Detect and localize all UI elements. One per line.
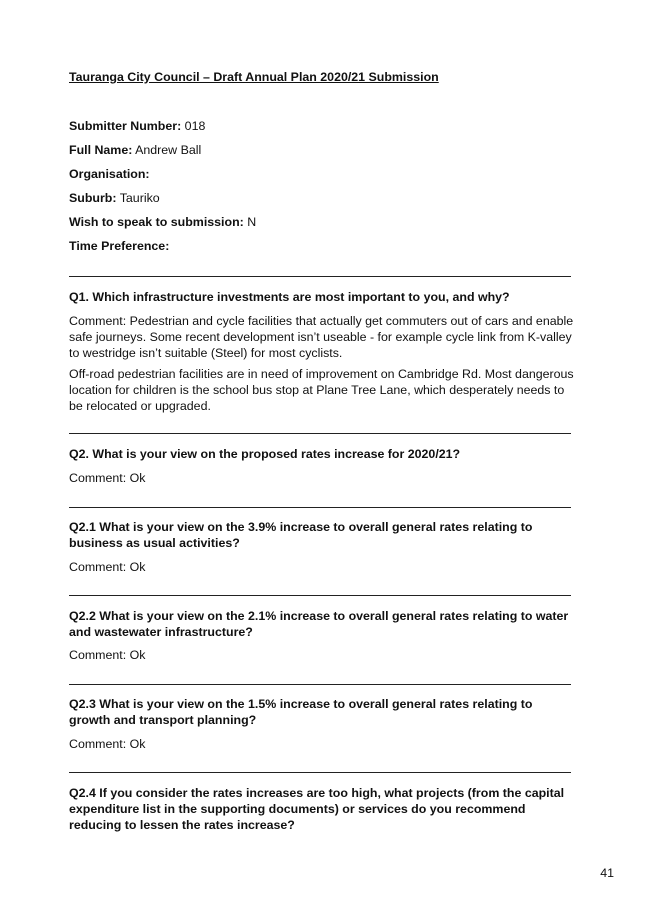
organisation-label: Organisation: — [69, 167, 150, 181]
section-divider — [69, 772, 571, 773]
time-preference-label: Time Preference: — [69, 239, 170, 253]
full-name-label: Full Name: — [69, 143, 133, 157]
section-divider — [69, 433, 571, 434]
question-q1: Q1. Which infrastructure investments are most important to you, and why? — [69, 290, 510, 304]
time-preference-line — [69, 238, 169, 254]
comment-q2-3: Comment: Ok — [69, 737, 146, 751]
suburb-label: Suburb: — [69, 191, 117, 205]
wish-to-speak-value: N — [247, 215, 257, 229]
suburb-value: Tauriko — [119, 191, 160, 205]
full-name-value: Andrew Ball — [135, 143, 202, 157]
submitter-number-value: 018 — [184, 119, 206, 133]
question-q2: Q2. What is your view on the proposed rates increase for 2020/21? — [69, 447, 461, 461]
question-q2-2: Q2.2 What is your view on the 2.1% increase to overall general rates relating to water and wastewater infrastructure? — [69, 609, 569, 639]
section-divider — [69, 507, 571, 508]
wish-to-speak-label: Wish to speak to submission: — [69, 215, 244, 229]
page-number: 41 — [600, 866, 614, 880]
submitter-number-line — [69, 118, 205, 134]
question-q2-1: Q2.1 What is your view on the 3.9% increase to overall general rates relating to business as usual activities? — [69, 520, 533, 550]
suburb-line — [69, 190, 160, 206]
organisation-line — [69, 166, 150, 182]
submitter-number-label: Submitter Number: — [69, 119, 182, 133]
section-divider — [69, 276, 571, 277]
document-title: Tauranga City Council – Draft Annual Plan 2020/21 Submission — [69, 70, 439, 84]
question-q2-3: Q2.3 What is your view on the 1.5% increase to overall general rates relating to growth and transport planning? — [69, 697, 533, 727]
section-divider — [69, 595, 571, 596]
full-name-line — [69, 142, 201, 158]
comment-q1-paragraph-1: Comment: Pedestrian and cycle facilities that actually get commuters out of cars and enable safe journeys. Some recent development isn’t useable - for example cycle link from K-valley to westridge isn’t suitable (Steel) for most cyclists. — [69, 314, 574, 360]
comment-q2-2: Comment: Ok — [69, 648, 146, 662]
comment-q1-paragraph-2: Off-road pedestrian facilities are in need of improvement on Cambridge Rd. Most dangerous location for children is the school bus stop at Plane Tree Lane, which desperately needs to be relocated or upgraded. — [69, 367, 574, 413]
section-divider — [69, 684, 571, 685]
comment-q2-1: Comment: Ok — [69, 560, 146, 574]
question-q2-4: Q2.4 If you consider the rates increases are too high, what projects (from the capital expenditure list in the supporting documents) or services do you recommend reducing to lessen the rates increase? — [69, 786, 565, 832]
comment-q2: Comment: Ok — [69, 471, 146, 485]
wish-to-speak-line — [69, 214, 256, 230]
